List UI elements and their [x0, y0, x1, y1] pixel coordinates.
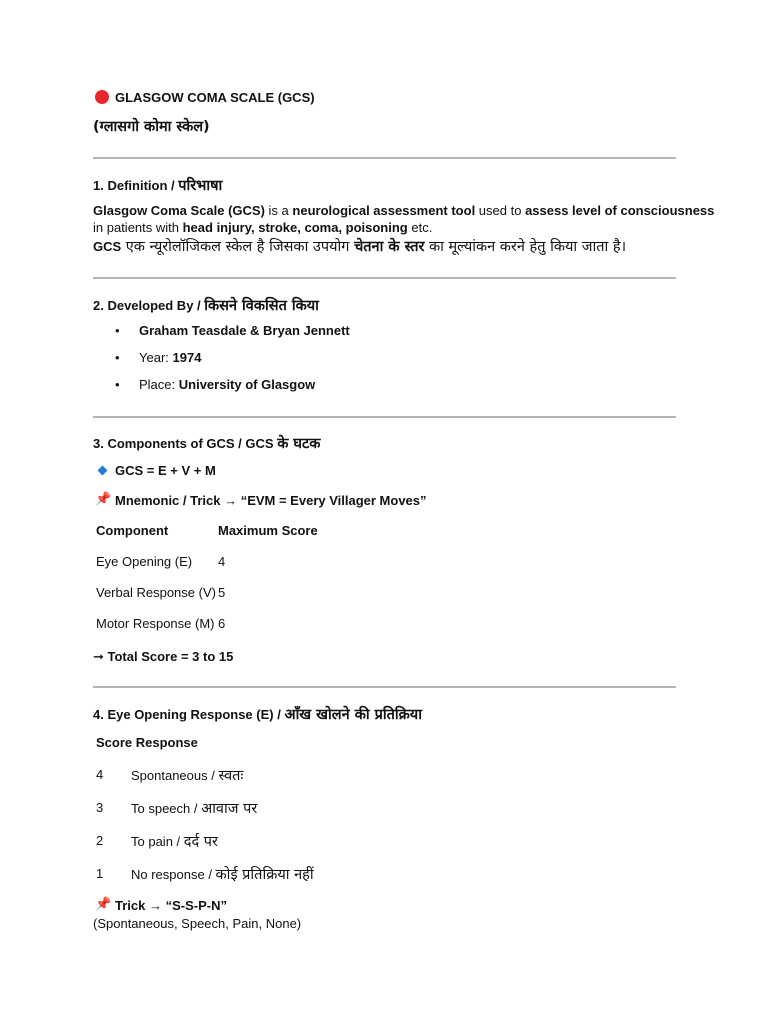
table-cell-component: Verbal Response (V)	[96, 585, 216, 600]
page-subtitle: (ग्लासगो कोमा स्केल)	[93, 119, 210, 135]
section-heading-eye-opening: 4. Eye Opening Response (E) / आँख खोलने की प्रतिक्रिया	[93, 707, 422, 723]
total-score-text: ➞ Total Score = 3 to 15	[93, 649, 234, 664]
pushpin-icon: 📌	[95, 491, 112, 506]
section-heading-developed: 2. Developed By / किसने विकसित किया	[93, 298, 319, 314]
definition-text-en-line2: in patients with head injury, stroke, coma, poisoning etc.	[93, 220, 433, 235]
divider	[93, 416, 676, 418]
table-cell-component: Motor Response (M)	[96, 616, 215, 631]
table-header-score-response: Score Response	[96, 735, 198, 750]
pushpin-icon: 📌	[95, 896, 112, 911]
section-heading-definition: 1. Definition / परिभाषा	[93, 178, 223, 194]
table-cell-score: 4	[218, 554, 226, 569]
table-header-max-score: Maximum Score	[218, 523, 318, 538]
divider	[93, 277, 676, 279]
eye-score: 4	[96, 767, 104, 782]
list-item-place: Place: University of Glasgow	[139, 377, 316, 392]
list-item-year: Year: 1974	[139, 350, 202, 365]
blue-diamond-icon	[98, 466, 108, 476]
eye-score: 1	[96, 866, 104, 881]
red-circle-icon	[95, 90, 109, 104]
table-header-component: Component	[96, 523, 169, 538]
eye-score: 3	[96, 800, 104, 815]
eye-response: To pain / दर्द पर	[131, 834, 218, 850]
trick-text: Trick → “S-S-P-N”	[115, 898, 227, 913]
table-cell-score: 6	[218, 616, 226, 631]
formula-text: GCS = E + V + M	[115, 463, 216, 478]
trick-detail-text: (Spontaneous, Speech, Pain, None)	[93, 916, 302, 931]
eye-response: No response / कोई प्रतिक्रिया नहीं	[131, 867, 314, 883]
bullet-icon: •	[115, 323, 120, 338]
divider	[93, 686, 676, 688]
mnemonic-text: Mnemonic / Trick → “EVM = Every Villager Moves”	[115, 493, 427, 508]
definition-text-en-line1: Glasgow Coma Scale (GCS) is a neurological assessment tool used to assess level of consciousness	[93, 203, 715, 218]
section-heading-components: 3. Components of GCS / GCS के घटक	[93, 436, 321, 452]
eye-score: 2	[96, 833, 104, 848]
eye-response: Spontaneous / स्वतः	[131, 768, 244, 784]
page-title: GLASGOW COMA SCALE (GCS)	[115, 90, 315, 105]
bullet-icon: •	[115, 350, 120, 365]
list-item-developers: Graham Teasdale & Bryan Jennett	[139, 323, 350, 338]
eye-response: To speech / आवाज पर	[131, 801, 258, 817]
definition-text-hi: GCS एक न्यूरोलॉजिकल स्केल है जिसका उपयोग चेतना के स्तर का मूल्यांकन करने हेतु किया जाता है।	[93, 239, 627, 255]
table-cell-score: 5	[218, 585, 226, 600]
divider	[93, 157, 676, 159]
bullet-icon: •	[115, 377, 120, 392]
table-cell-component: Eye Opening (E)	[96, 554, 193, 569]
